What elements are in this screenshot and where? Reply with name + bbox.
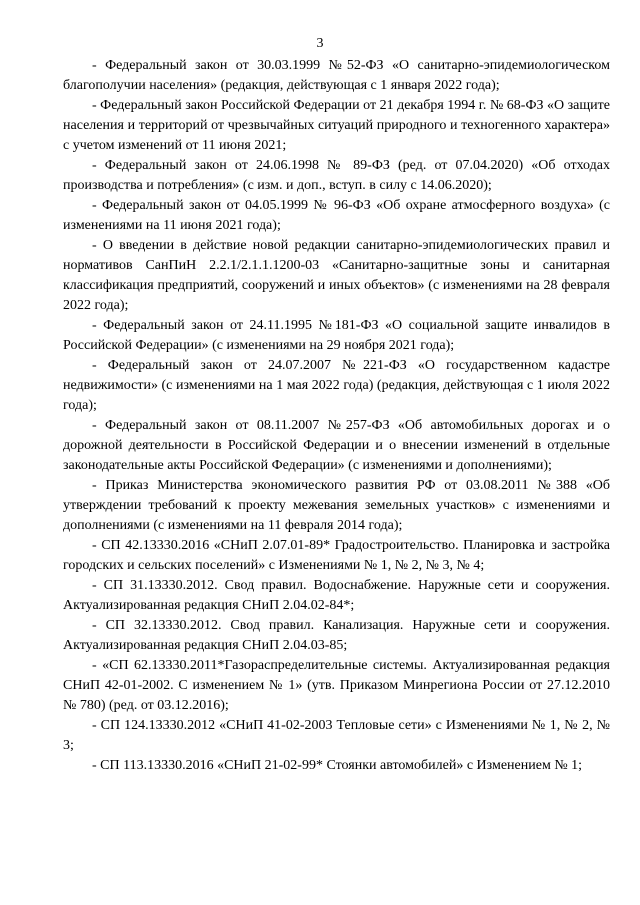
list-item: - Федеральный закон от 24.11.1995 №181-ФЗ «О социальной защите инвалидов в Российской Федерации» (с изменениями на 29 ноября 2021 года); [63, 318, 610, 353]
list-item: - СП 124.13330.2012 «СНиП 41-02-2003 Тепловые сети» с Изменениями № 1, № 2, № 3; [63, 718, 610, 753]
list-item: - Федеральный закон от 04.05.1999 № 96-ФЗ «Об охране атмосферного воздуха» (с изменениями на 11 июня 2021 года); [63, 198, 610, 233]
list-item: - Федеральный закон от 24.06.1998 № 89-ФЗ (ред. от 07.04.2020) «Об отходах производства и потребления» (с изм. и доп., вступ. в силу с 14.06.2020); [63, 158, 610, 193]
list-item: - «СП 62.13330.2011*Газораспределительные системы. Актуализированная редакция СНиП 42-01-2002. С изменением № 1» (утв. Приказом Минрегиона России от 27.12.2010 № 780) (ред. от 03.12.2016); [63, 658, 610, 713]
list-item: - О введении в действие новой редакции санитарно-эпидемиологических правил и нормативов СанПиН 2.2.1/2.1.1.1200-03 «Санитарно-защитные зоны и санитарная классификация предприятий, сооружений и иных объектов» (с изменениями на 28 февраля 2022 года); [63, 238, 610, 313]
list-item: - СП 31.13330.2012. Свод правил. Водоснабжение. Наружные сети и сооружения. Актуализированная редакция СНиП 2.04.02-84*; [63, 578, 610, 613]
document-body [63, 56, 610, 776]
list-item: - СП 113.13330.2016 «СНиП 21-02-99* Стоянки автомобилей» с Изменением № 1; [92, 758, 583, 773]
list-item: - СП 32.13330.2012. Свод правил. Канализация. Наружные сети и сооружения. Актуализированная редакция СНиП 2.04.03-85; [63, 618, 610, 653]
list-item: - Федеральный закон от 24.07.2007 №221-ФЗ «О государственном кадастре недвижимости» (с изменениями на 1 мая 2022 года) (редакция, действующая с 1 июля 2022 года); [63, 358, 610, 413]
list-item: - Федеральный закон от 30.03.1999 №52-ФЗ «О санитарно-эпидемиологическом благополучии населения» (редакция, действующая с 1 января 2022 года); [63, 58, 610, 93]
list-item: - СП 42.13330.2016 «СНиП 2.07.01-89* Градостроительство. Планировка и застройка городских и сельских поселений» с Изменениями № 1, № 2, № 3, № 4; [63, 538, 610, 573]
list-item: - Федеральный закон от 08.11.2007 №257-ФЗ «Об автомобильных дорогах и о дорожной деятельности в Российской Федерации и о внесении изменений в отдельные законодательные акты Российской Федерации» (с изменениями и дополнениями); [63, 418, 610, 473]
list-item: - Приказ Министерства экономического развития РФ от 03.08.2011 №388 «Об утверждении требований к проекту межевания земельных участков» с изменениями и дополнениями (с изменениями на 11 февраля 2014 года); [63, 478, 610, 533]
list-item: - Федеральный закон Российской Федерации от 21 декабря 1994 г. № 68-ФЗ «О защите населения и территорий от чрезвычайных ситуаций природного и техногенного характера» с учетом изменений от 11 июня 2021; [63, 98, 610, 153]
page-number: 3 [316, 36, 324, 51]
